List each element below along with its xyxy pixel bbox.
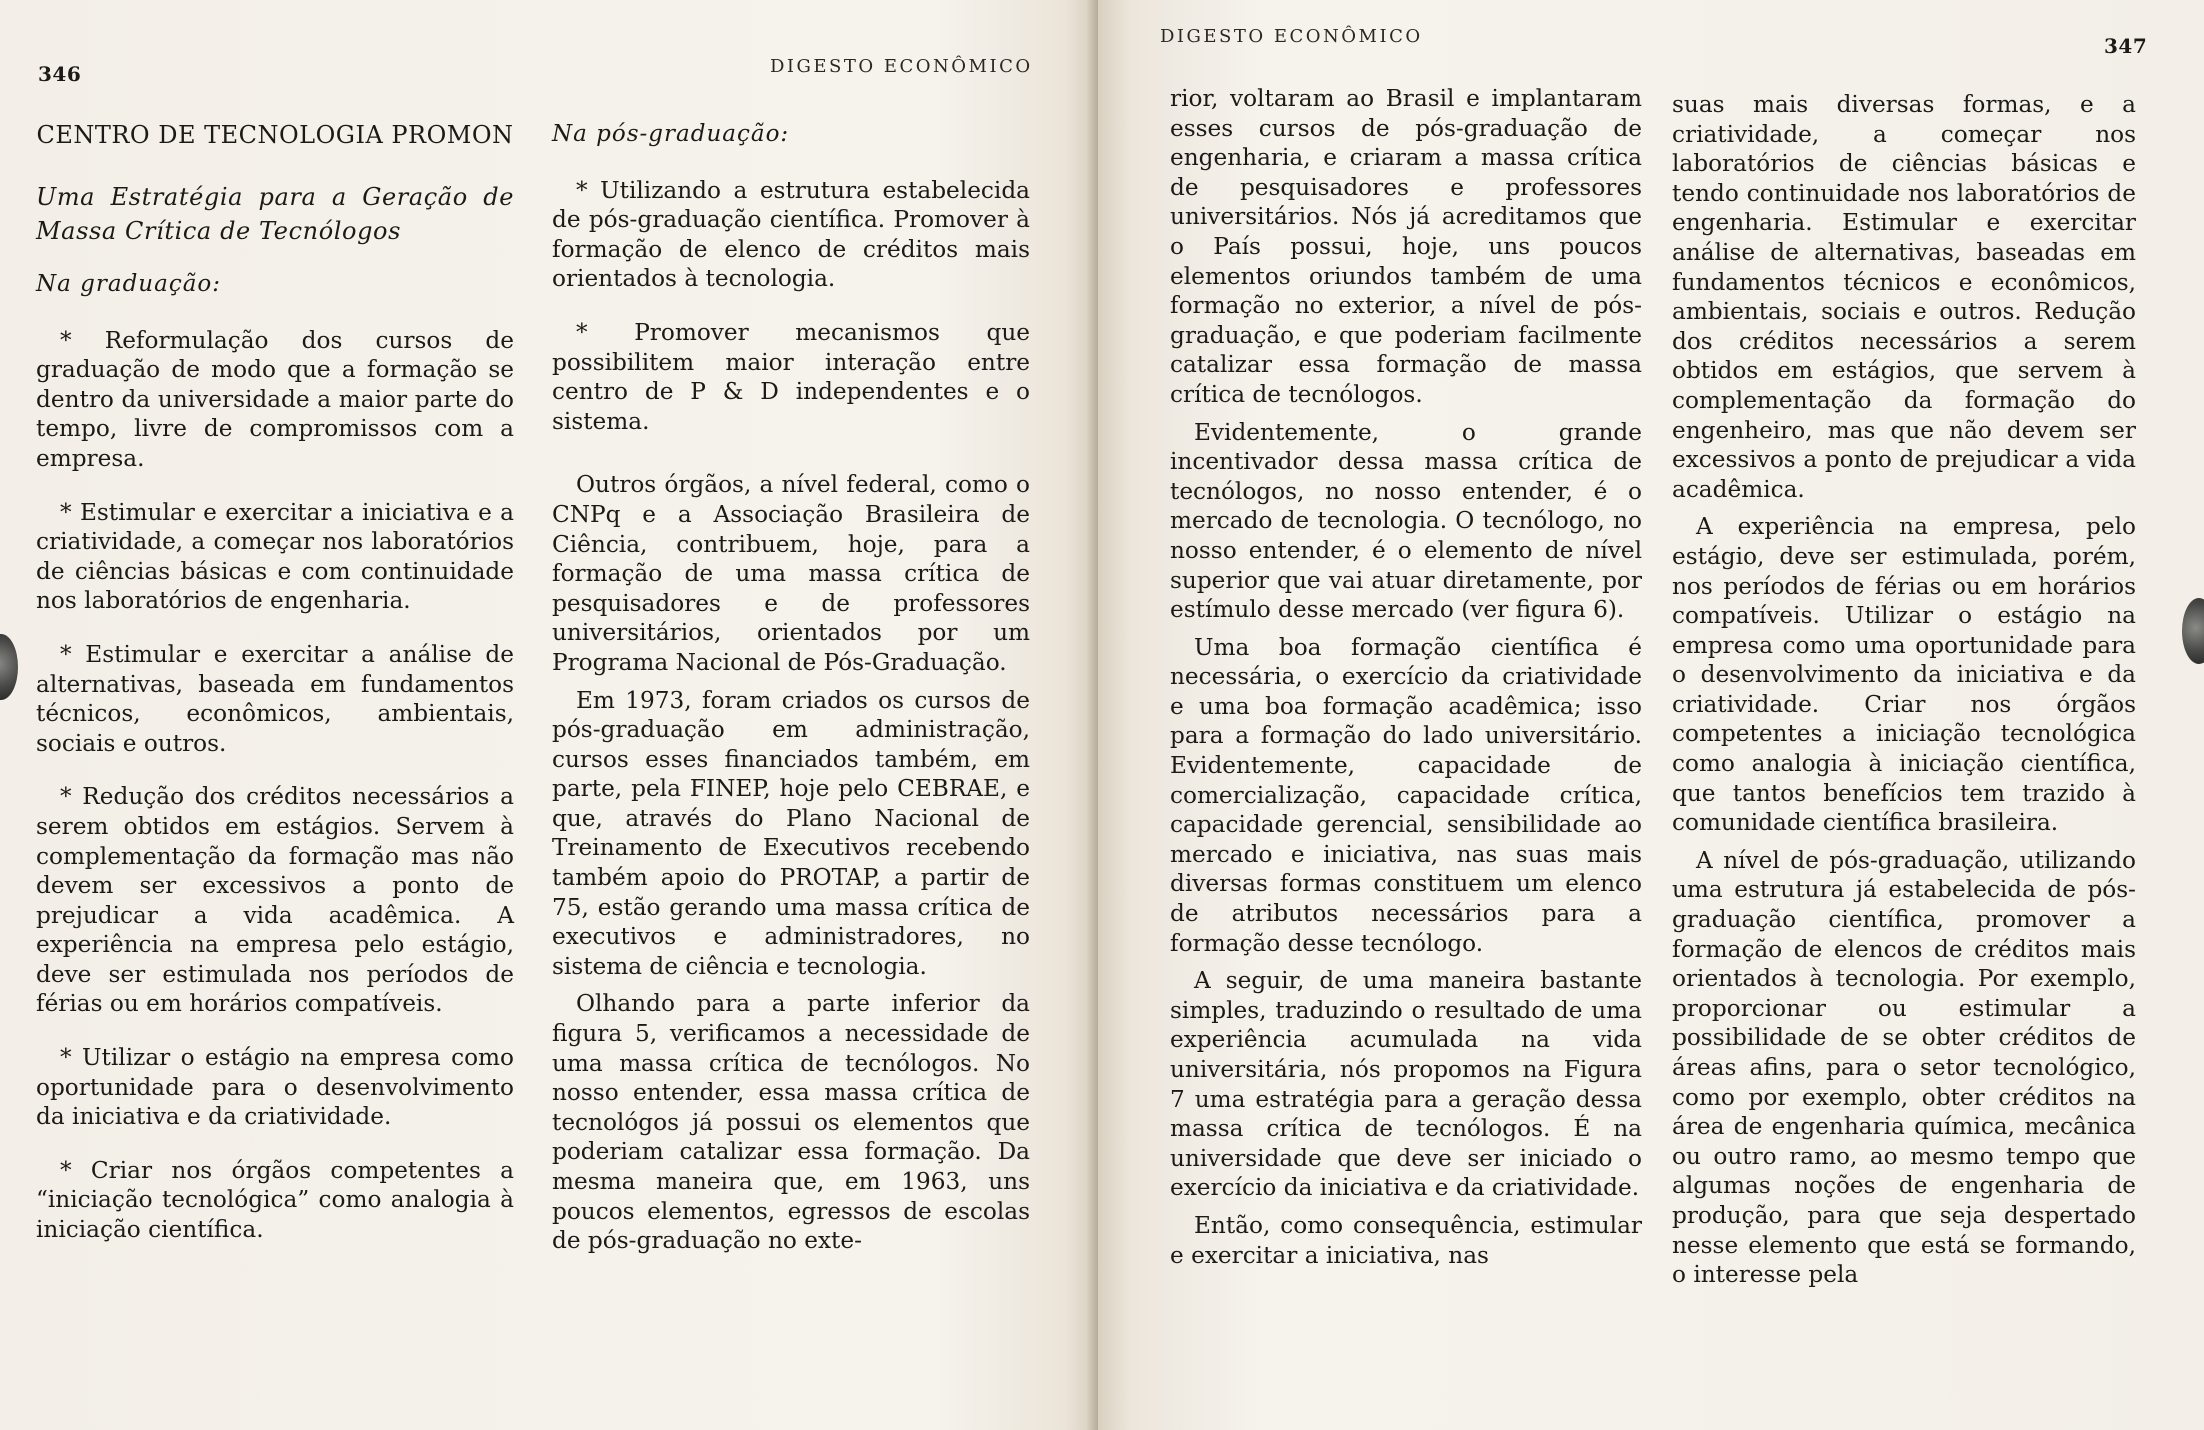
running-head-left: DIGESTO ECONÔMICO (770, 56, 1033, 77)
body-paragraph: A experiência na empresa, pelo estágio, deve ser estimulada, porém, nos períodos de férias ou em horários compatíveis. Utilizar o estágio na empresa como uma oportunidade para o desenvolvimento da iniciativa e da criatividade. Criar nos órgãos competentes a iniciação tecnológica como analogia à iniciação científica, que tantos benefícios tem trazido à comunidade científica brasileira. (1672, 513, 2136, 837)
page-number-right: 347 (2104, 34, 2148, 58)
bullet-item: * Estimular e exercitar a iniciativa e a criatividade, a começar nos laboratórios de ciências básicas e com continuidade nos laboratórios de engenharia. (36, 498, 514, 615)
left-column-1 (36, 118, 514, 1269)
bullet-item: * Utilizar o estágio na empresa como oportunidade para o desenvolvimento da iniciativa e da criatividade. (36, 1044, 514, 1131)
section-label-pos-graduacao: Na pós-graduação: (552, 121, 790, 147)
bullet-item: * Redução dos créditos necessários a serem obtidos em estágios. Servem à complementação da formação mas não devem ser excessivos a ponto de prejudicar a vida acadêmica. A experiência na empresa pelo estágio, deve ser estimulada nos períodos de férias ou em horários compatíveis. (36, 783, 514, 1018)
body-paragraph: Evidentemente, o grande incentivador dessa massa crítica de tecnólogos, no nosso entender, é o mercado de tecnologia. O tecnólogo, no nosso entender, é o elemento de nível superior que vai atuar diretamente, por estímulo desse mercado (ver figura 6). (1170, 418, 1642, 624)
binder-hole-left (0, 634, 18, 700)
left-column-2 (552, 120, 1030, 1264)
article-subtitle: Uma Estratégia para a Geração de Massa Crítica de Tecnólogos (36, 183, 514, 245)
body-paragraph: A seguir, de uma maneira bastante simples, traduzindo o resultado de uma experiência acumulada na vida universitária, nós propomos na Figura 7 uma estratégia para a geração dessa massa crítica de tecnólogos. É na universidade que deve ser iniciado o exercício da iniciativa e da criatividade. (1170, 967, 1642, 1202)
body-paragraph: Olhando para a parte inferior da figura 5, verificamos a necessidade de uma massa crítica de tecnólogos. No nosso entender, essa massa crítica de tecnológos já possui os elementos que poderiam catalizar essa formação. Da mesma maneira que, em 1963, uns poucos elementos, egressos de escolas de pós-graduação no exte- (552, 990, 1030, 1255)
article-heading: CENTRO DE TECNOLOGIA PROMON (36, 121, 514, 149)
body-paragraph: rior, voltaram ao Brasil e implantaram esses cursos de pós-graduação de engenharia, e criaram a massa crítica de pesquisadores e professores universitários. Nós já acreditamos que o País possui, hoje, uns poucos elementos oriundos também de uma formação no exterior, a nível de pós-graduação, e que poderiam facilmente catalizar essa formação de massa crítica de tecnólogos. (1170, 85, 1642, 408)
page-number-left: 346 (38, 62, 82, 86)
right-column-1 (1170, 84, 1642, 1278)
body-paragraph: Outros órgãos, a nível federal, como o CNPq e a Associação Brasileira de Ciência, contribuem, hoje, para a formação de uma massa crítica de pesquisadores e de professores universitários, orientados por um Programa Nacional de Pós-Graduação. (552, 471, 1030, 676)
bullet-item: * Reformulação dos cursos de graduação de modo que a formação se dentro da universidade a maior parte do tempo, livre de compromissos com a empresa. (36, 326, 514, 472)
body-paragraph: Então, como consequência, estimular e exercitar a iniciativa, nas (1170, 1211, 1642, 1269)
bullet-item: * Utilizando a estrutura estabelecida de pós-graduação científica. Promover à formação de elenco de créditos mais orientados à tecnologia. (552, 176, 1030, 293)
body-paragraph: A nível de pós-graduação, utilizando uma estrutura já estabelecida de pós-graduação científica, promover a formação de elencos de créditos mais orientados à tecnologia. Por exemplo, proporcionar ou estimular a possibilidade de se obter créditos de áreas afins, para o setor tecnológico, como por exemplo, obter créditos na área de engenharia química, mecânica ou outro ramo, ao mesmo tempo que algumas noções de engenharia de produção, para que seja despertado nesse elemento que está se formando, o interesse pela (1672, 846, 2136, 1289)
body-paragraph: Uma boa formação científica é necessária, o exercício da criatividade e uma boa formação acadêmica; isso para a formação do lado universitário. Evidentemente, capacidade de comercialização, capacidade crítica, capacidade gerencial, sensibilidade ao mercado e iniciativa, nas suas mais diversas formas constituem um elenco de atributos necessários para a formação desse tecnólogo. (1170, 633, 1642, 957)
left-page (0, 0, 1098, 1430)
body-paragraph: Em 1973, foram criados os cursos de pós-graduação em administração, cursos esses financiados também, em parte, pela FINEP, hoje pelo CEBRAE, e que, através do Plano Nacional de Treinamento de Executivos recebendo também apoio do PROTAP, a partir de 75, estão gerando uma massa crítica de executivos e administradores, no sistema de ciência e tecnologia. (552, 686, 1030, 980)
right-column-2 (1672, 90, 2136, 1298)
right-page (1098, 0, 2204, 1430)
section-label-graduacao: Na graduação: (36, 271, 222, 297)
binder-hole-right (2182, 598, 2204, 664)
body-paragraph: suas mais diversas formas, e a criatividade, a começar nos laboratórios de ciências básicas e tendo continuidade nos laboratórios de engenharia. Estimular e exercitar análise de alternativas, baseadas em fundamentos técnicos e econômicos, ambientais, sociais e outros. Redução dos créditos necessários a serem obtidos em estágios, que servem à complementação da formação do engenheiro, mas que não devem ser excessivos a ponto de prejudicar a vida acadêmica. (1672, 91, 2136, 503)
bullet-item: * Estimular e exercitar a análise de alternativas, baseada em fundamentos técnicos, econômicos, ambientais, sociais e outros. (36, 640, 514, 757)
bullet-item: * Promover mecanismos que possibilitem maior interação entre centro de P & D independentes e o sistema. (552, 318, 1030, 435)
bullet-item: * Criar nos órgãos competentes a “iniciação tecnológica” como analogia à iniciação científica. (36, 1156, 514, 1244)
running-head-right: DIGESTO ECONÔMICO (1160, 26, 1423, 47)
